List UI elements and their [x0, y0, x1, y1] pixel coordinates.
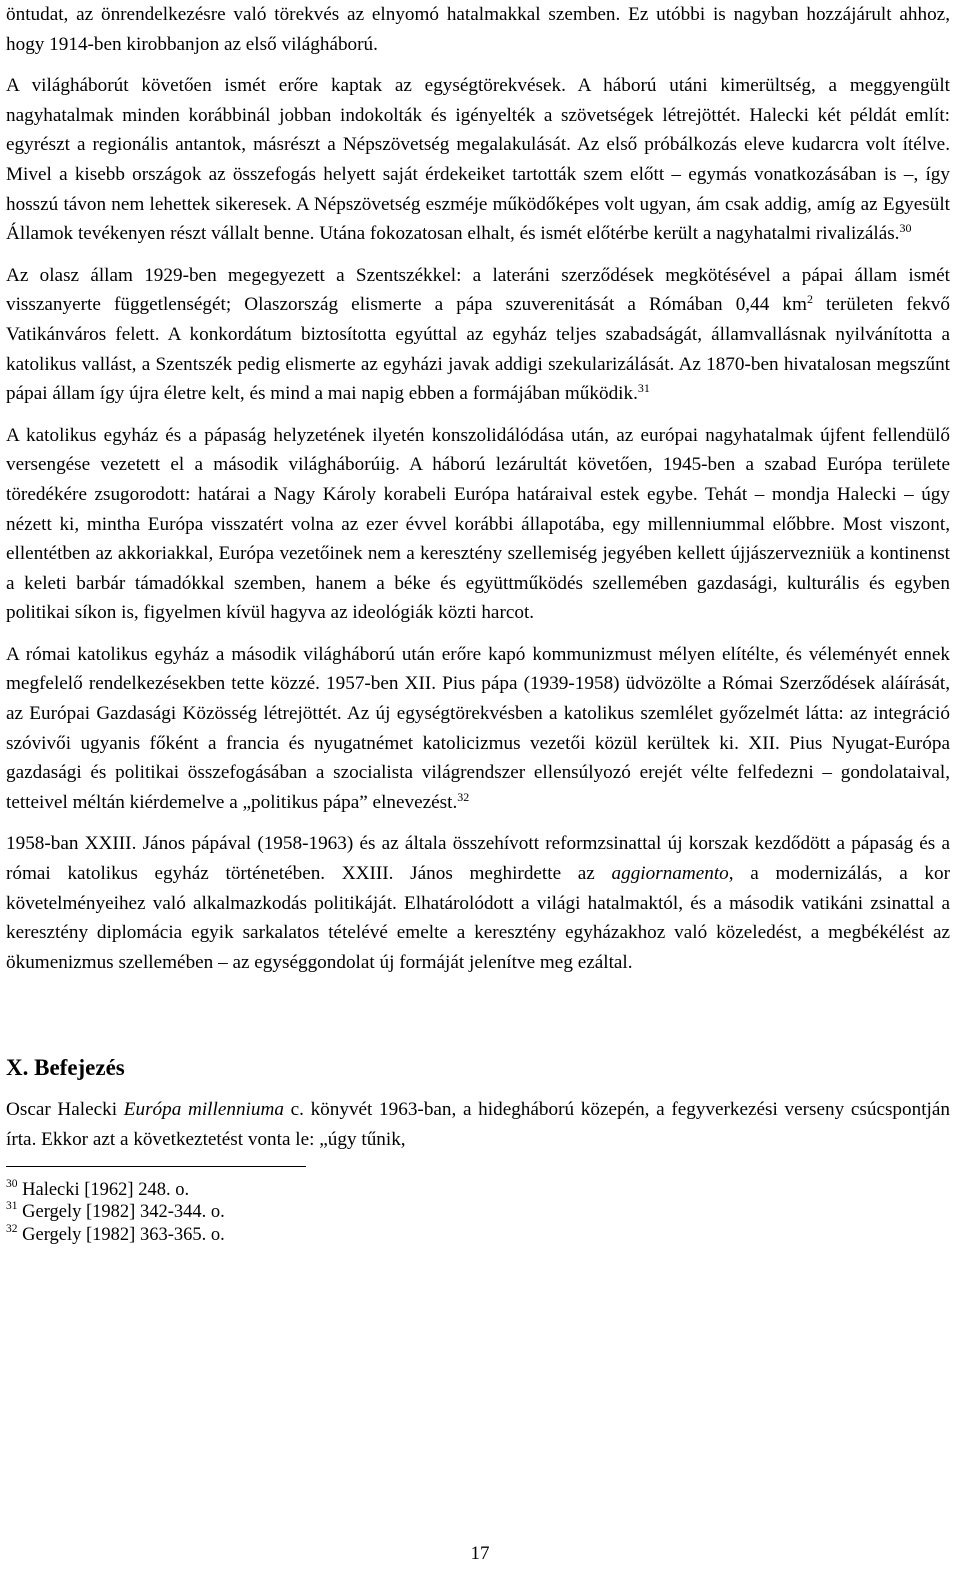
footnote-item: [6, 1179, 950, 1202]
superscript-squared: 2: [806, 292, 813, 307]
footnote-ref[interactable]: 30: [899, 221, 912, 236]
footnote-text: Halecki [1962] 248. o.: [17, 1179, 190, 1200]
paragraph-text: öntudat, az önrendelkezésre való törekvés az elnyomó hatalmakkal szemben. Ez utóbbi is nagyban hozzájárult ahhoz, hogy 1914-ben kirobbanjon az első világháború.: [6, 4, 950, 55]
footnote-item: [6, 1224, 950, 1247]
footnote-item: [6, 1201, 950, 1224]
paragraph-text: c. könyvét 1963-ban, a hidegháború közepén, a fegyverkezési verseny csúcspontján írta. Ekkor azt a következtetést vonta le: „úgy tűnik,: [6, 1099, 950, 1150]
footnote-divider: [6, 1166, 306, 1167]
paragraph-text: Az olasz állam 1929-ben megegyezett a Szentszékkel: a lateráni szerződések megkötésével a pápai állam ismét visszanyerte függetlenségét; Olaszország elismerte a pápa szuverenitását a Rómában 0,44 km: [6, 264, 950, 316]
footnotes: [6, 1179, 950, 1247]
paragraph-pius-xii: [6, 640, 950, 818]
italic-term: aggiornamento: [611, 863, 729, 885]
section-heading: X. Befejezés: [6, 1055, 125, 1081]
paragraph-text: 1958-ban XXIII. János pápával (1958-1963) és az általa összehívott reformzsinattal új korszak kezdődött a pápaság és a római katolikus egyház történetében. XXIII. János meghirdette az: [6, 833, 950, 885]
footnote-text: Gergely [1982] 363-365. o.: [17, 1224, 225, 1245]
paragraph-text: A világháborút követően ismét erőre kaptak az egységtörekvések. A háború utáni kimerültség, a meggyengült nagyhatalmak minden korábbinál jobban indokolták és igényelték a szövetségek létrejöttét. Halecki két példát említ: egyrészt a regionális antantok, másrészt a Népszövetség megalakulását. Az első próbálkozás eleve kudarcra volt ítélve. Mivel a kisebb országok az összefogás helyett saját érdekeiket tartották szem előtt – egymás vonatkozásában is –, így hosszú távon nem lehettek sikeresek. A Népszövetség eszméje működőképes volt ugyan, ám csak addig, amíg az Egyesült Államok tevékenyen részt vállalt benne. Utána fokozatosan elhalt, és ismét előtérbe került a nagyhatalmi rivalizálás.: [6, 75, 950, 245]
page-number: 17: [470, 1543, 490, 1564]
footnote-number: 31: [6, 1200, 18, 1213]
paragraph-continued: [6, 0, 950, 59]
paragraph-conclusion: [6, 1095, 950, 1154]
paragraph-lateran-treaty: [6, 261, 950, 409]
paragraph-text: , a modernizálás, a kor követelményeihez való alkalmazkodás politikáját. Elhatárolódott a világi hatalmaktól, és a második vatikáni zsinattal a keresztény diplomácia egyik sarkalatos tételévé emelte a keresztény egyházakhoz való közeledést, a megbékélést az ökumenizmus szellemében – az egységgondolat új formáját jelenítve meg ezáltal.: [6, 863, 951, 973]
paragraph-text: A római katolikus egyház a második világháború után erőre kapó kommunizmust mélyen elítélte, és véleményét ennek megfelelő rendelkezésekben tette közzé. 1957-ben XII. Pius pápa (1939-1958) üdvözölte a Római Szerződések aláírását, az Európai Gazdasági Közösség létrejöttét. Az új egységtörekvésben a katolikus szemlélet győzelmét látta: az integráció szóvivői ugyanis főként a francia és nyugatnémet katolicizmus vezetői közül kerültek ki. XII. Pius Nyugat-Európa gazdasági és politikai összefogásában a szocialista világrendszer ellensúlyozó erejét vélte felfedezni – gondolataival, tetteivel méltán kiérdemelve a „politikus pápa” elnevezést.: [6, 643, 950, 813]
document-page: [6, 0, 950, 1246]
paragraph-john-xxiii: [6, 829, 950, 977]
paragraph-text: területen fekvő Vatikánváros felett. A konkordátum biztosította egyúttal az egyház teljes szabadságát, államvallásnak nyilvánította a katolikus vallást, a Szentszék pedig elismerte az egyházi javak addigi szekularizálását. Az 1870-ben hivatalosan megszűnt pápai állam így újra életre kelt, és mind a mai napig ebben a formájában működik.: [6, 294, 950, 405]
paragraph-text: Oscar Halecki: [6, 1099, 124, 1121]
italic-book-title: Európa millenniuma: [123, 1099, 284, 1121]
paragraph-postwar-europe: [6, 421, 950, 628]
paragraph-league-of-nations: [6, 71, 950, 249]
footnote-ref[interactable]: 31: [637, 381, 650, 396]
footnote-ref[interactable]: 32: [457, 789, 470, 804]
footnote-number: 32: [6, 1222, 18, 1235]
footnote-number: 30: [6, 1177, 18, 1190]
footnote-text: Gergely [1982] 342-344. o.: [17, 1202, 225, 1223]
paragraph-text: A katolikus egyház és a pápaság helyzetének ilyetén konszolidálódása után, az európai nagyhatalmak újfent fellendülő versengése vezetett el a második világháborúig. A háború lezárultát követően, 1945-ben a szabad Európa területe töredékére zsugorodott: határai a Nagy Károly korabeli Európa határaival estek egybe. Tehát – mondja Halecki – úgy nézett ki, mintha Európa visszatért volna az ezer évvel korábbi állapotába, egy millenniummal előbbre. Most viszont, ellentétben az akkoriakkal, Európa vezetőinek nem a keresztény szellemiség jegyében kellett újjászervezniük a kontinenst a keleti barbár támadókkal szemben, hanem a béke és együttműködés szellemében gazdasági, kulturális és egyben politikai síkon is, figyelmen kívül hagyva az ideológiák közti harcot.: [6, 424, 950, 624]
